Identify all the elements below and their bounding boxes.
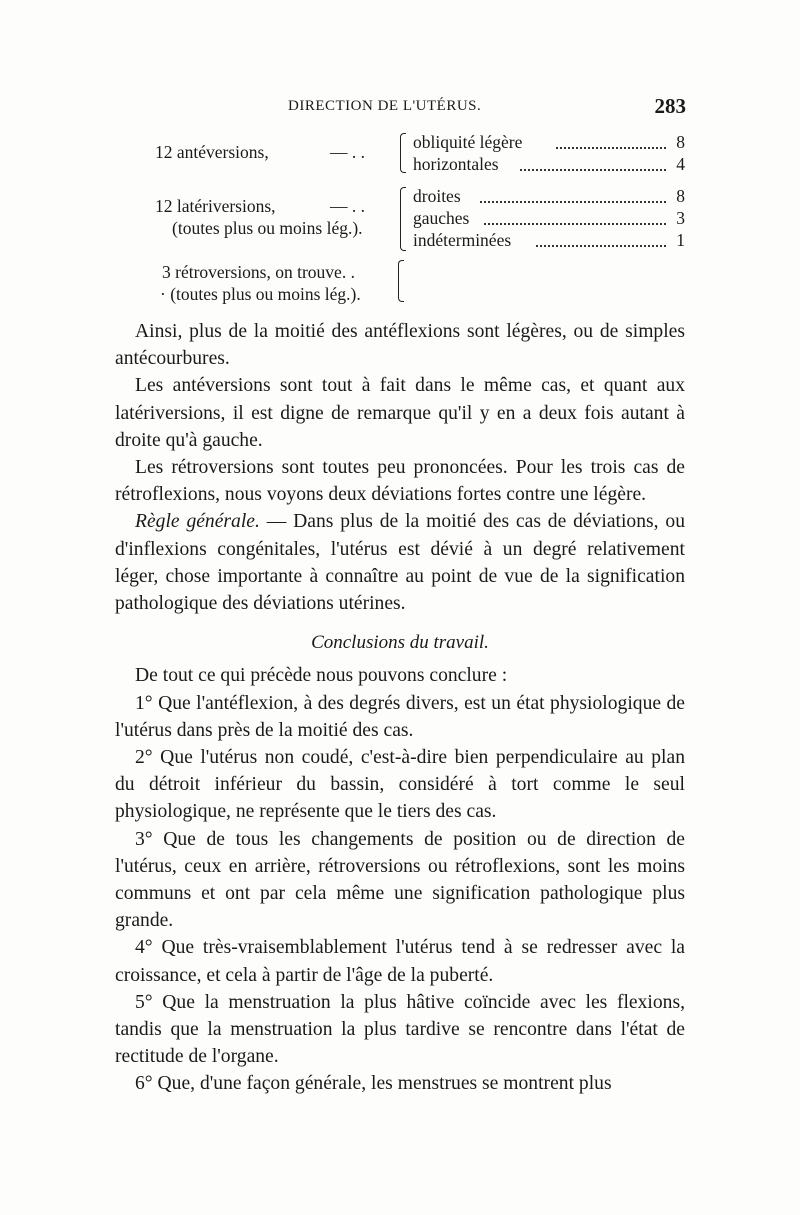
stat-item-value: 4: [676, 154, 685, 174]
leader-dots: [520, 167, 666, 171]
conclusion-item: 5° Que la menstruation la plus hâtive coïncide avec les flexions, tandis que la menstruation la plus tardive se rencontre dans l'état de rectitude de l'organe.: [115, 991, 685, 1068]
conclusion-item: 4° Que très-vraisemblablement l'utérus tend à se redresser avec la croissance, et cela à partir de l'âge de la puberté.: [115, 937, 685, 986]
stat-sublabel-lateriversions: (toutes plus ou moins lég.).: [172, 218, 363, 238]
stat-item-value: 8: [676, 186, 685, 206]
leader-dots: [536, 243, 666, 247]
paragraph: Ainsi, plus de la moitié des antéflexions sont légères, ou de simples antécourbures.: [115, 321, 685, 370]
conclusion-item: 2° Que l'utérus non coudé, c'est-à-dire bien perpendiculaire au plan du détroit inférieur du bassin, considéré à tort comme le seul physiologique, ne représente que le tiers des cas.: [115, 747, 685, 823]
rule-text: — Dans plus de la moitié des cas de déviations, ou d'inflexions congénitales, l'utérus est dévié à un degré relativement léger, chose importante à connaître au point de vue de la signification pathologique des déviations utérines.: [115, 511, 685, 615]
conclusion-item: 6° Que, d'une façon générale, les menstrues se montrent plus: [135, 1073, 612, 1095]
page-number: 283: [654, 94, 686, 118]
stat-item-value: 1: [676, 230, 685, 250]
rule-paragraph: [115, 508, 685, 617]
section-heading-conclusions: Conclusions du travail.: [311, 632, 489, 654]
stat-item-value: 8: [676, 132, 685, 152]
leader-dots: [484, 221, 666, 225]
leader-dots: [480, 199, 666, 203]
paragraph: Les antéversions sont tout à fait dans le même cas, et quant aux latériversions, il est digne de remarque qu'il y en a deux fois autant à droite qu'à gauche.: [115, 375, 685, 451]
paragraph: De tout ce qui précède nous pouvons conclure :: [135, 665, 508, 687]
stat-item-label: indéterminées: [413, 230, 512, 250]
stat-label-retroversions: 3 rétroversions, on trouve. .: [162, 262, 355, 282]
brace-lateriversions: [400, 187, 406, 251]
stat-dash-lateriversions: — . .: [330, 196, 365, 216]
brace-retroversions: [398, 260, 404, 302]
stat-dash-anteversions: — . .: [330, 142, 365, 162]
stat-item-label: obliquité légère: [413, 132, 523, 152]
stat-item-label: gauches: [413, 208, 470, 228]
stat-item-label: droites: [413, 186, 461, 206]
body-text: [115, 318, 685, 1098]
conclusion-item: 3° Que de tous les changements de position ou de direction de l'utérus, ceux en arrière, rétroversions ou rétroflexions, sont les moins communs et ont par cela même une signification pathologique plus grande.: [115, 828, 685, 932]
conclusion-item: 1° Que l'antéflexion, à des degrés divers, est un état physiologique de l'utérus dans près de la moitié des cas.: [115, 692, 685, 741]
stat-label-anteversions: 12 antéversions,: [155, 142, 269, 162]
brace-anteversions: [400, 133, 406, 173]
leader-dots: [556, 145, 666, 149]
paragraph: Les rétroversions sont toutes peu prononcées. Pour les trois cas de rétroflexions, nous voyons deux déviations fortes contre une légère.: [115, 457, 685, 506]
stat-item-label: horizontales: [413, 154, 499, 174]
stat-sublabel-retroversions: · (toutes plus ou moins lég.).: [160, 284, 361, 304]
running-header-title: DIRECTION DE L'UTÉRUS.: [288, 98, 482, 114]
rule-label: Règle générale.: [135, 511, 260, 533]
stat-label-lateriversions: 12 latériversions,: [155, 196, 276, 216]
stat-item-value: 3: [676, 208, 685, 228]
